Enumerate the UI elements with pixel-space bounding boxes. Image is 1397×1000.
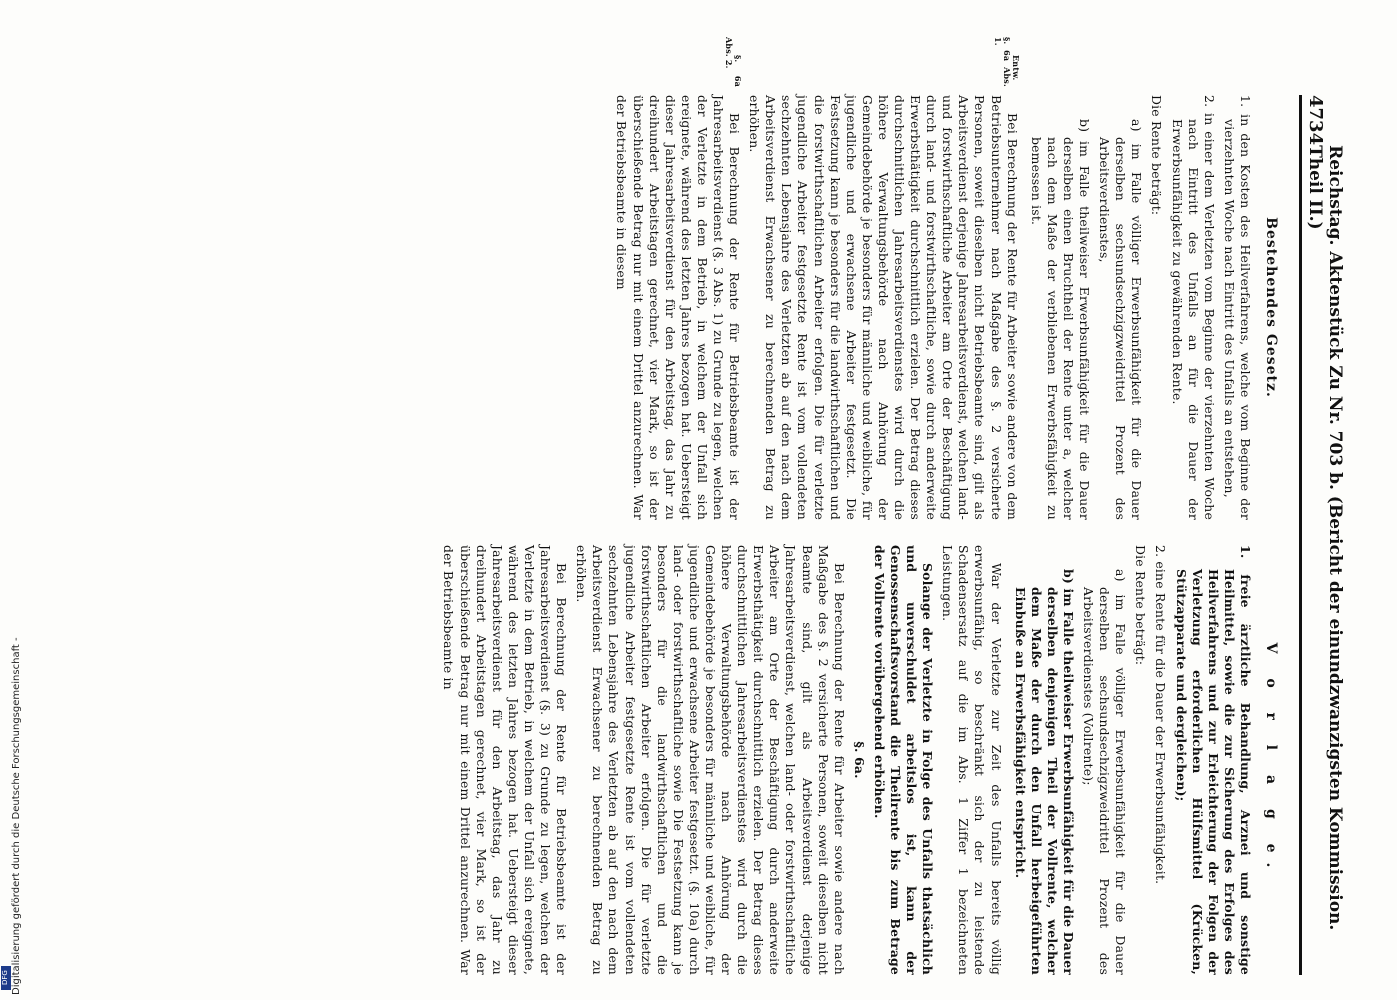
left-item-1: 1. in den Kosten des Heilverfahrens, welche vom Beginne der vierzehnten Woche nach Eintritt des Unfalls an entstehen, xyxy=(1221,95,1253,520)
right-sub-item-a: a) im Falle völliger Erwerbsunfähigkeit für die Dauer derselben sechsundsechzigzweidrittel Prozent des Arbeitsverdienstes (Vollrente); xyxy=(1081,569,1129,975)
right-column-heading: V o r l a g e. xyxy=(1263,642,1279,878)
page-number: 4734 xyxy=(1305,95,1326,146)
margin-note-2: §. 6a Abs. 2. xyxy=(724,37,744,87)
right-paragraph-a: War der Verletzte zur Zeit des Unfalls bereits völlig erwerbsunfähig, so beschränkt sich der zu leistende Schadensersatz auf die im Abs. 1 Ziffer 1 bezeichneten Leistungen. xyxy=(940,545,1004,975)
left-sub-item-b: b) im Falle theilweiser Erwerbsunfähigkeit für die Dauer derselben einen Bruchtheil der Rente unter a, welcher nach dem Maße der verbliebenen Erwerbsfähigkeit zu bemessen ist. xyxy=(1028,119,1093,520)
right-paragraph-1: Bei Berechnung der Rente für Arbeiter sowie andere nach Maßgabe des §. 2 versicherte Personen, soweit dieselben nicht Beamte sind, gilt als Arbeitsverdienst derjenige Jahresarbeitsverdienst, welchen land- oder forstwirthschaftliche Arbeiter am Orte der Beschäftigung durch anderweite Erwerbsthätigkeit durchschnittlich erzielen. Der Betrag dieses durchschnittlichen Jahresarbeitsverdienstes wird durch die höhere Verwaltungsbehörde nach Anhörung der Gemeindebehörde je besonders für männliche und weibliche, für jugendliche und erwachsene Arbeiter festgesetzt. (§. 10a) durch land- oder forstwirthschaftliche sowie Die Festsetzung kann je besonders für die landwirthschaftlichen und die forstwirthschaftlichen Arbeiter erfolgen. Die für verletzte jugendliche Arbeiter festgesetzte Rente ist vom vollendeten sechzehnten Lebensjahre des Verletzten ab auf den nach dem Arbeitsverdienst Erwachsener zu berechnenden Betrag zu erhöhen. xyxy=(574,545,847,975)
right-item-2: 2. eine Rente für die Dauer der Erwerbsunfähigkeit. xyxy=(1153,545,1169,885)
margin-note-1: Entw. §. 6a Abs. 1. xyxy=(992,37,1021,87)
credit-text: Digitalisierung gefördert durch die Deutsche Forschungsgemeinschaft - xyxy=(11,637,22,995)
left-paragraph-1 xyxy=(746,37,1021,520)
right-paragraph-b: Solange der Verletzte in Folge des Unfalls thatsächlich und unverschuldet arbeitslos ist, kann der Genossenschaftsvorstand die Theilrente bis zum Betrage der Vollrente vorübergehend erhöhen. xyxy=(871,545,936,975)
left-paragraph-2-text: Bei Berechnung der Rente für Betriebsbeamte ist der Jahresarbeitsverdienst (§. 3 Abs. 1) zu Grunde zu legen, welchen der Verletzte in dem Betrieb, in welchem der Unfall sich ereignete, während des letzten Jahres bezogen hat. Uebersteigt dieser Jahresarbeitsverdienst für den Arbeitstag, das Jahr zu dreihundert Arbeitstagen gerechnet, vier Mark, so ist der überschießende Betrag nur mit einem Drittel anzurechnen. War der Betriebsbeamte in diesem xyxy=(614,95,743,520)
section-heading: §. 6a. xyxy=(851,741,867,779)
right-item-1: 1. freie ärztliche Behandlung, Arznei und sonstige Heilmittel, sowie die zur Sicherung des Erfolges des Heilverfahrens und zur Erleichterung der Folgen der Verletzung erforderlichen Hülfsmittel (Krücken, Stützapparate und dergleichen); xyxy=(1173,545,1253,975)
left-item-2: 2. in einer dem Verletzten vom Beginne der vierzehnten Woche nach Eintritt des Unfalls an für die Dauer der Erwerbsunfähigkeit zu gewährenden Rente. xyxy=(1169,95,1217,520)
left-column-heading: Bestehendes Gesetz. xyxy=(1263,217,1279,398)
dfg-logo: DFG xyxy=(1,966,11,990)
right-rente-intro: Die Rente beträgt: xyxy=(1133,545,1149,666)
right-column xyxy=(436,545,1285,975)
page-header xyxy=(1299,95,1345,975)
page-title: Reichstag. Aktenstück Zu Nr. 703 b. (Bericht der einundzwanzigsten Kommission. Theil II.) xyxy=(1305,145,1345,931)
left-rente-intro: Die Rente beträgt: xyxy=(1149,95,1165,216)
rotated-page-content xyxy=(95,37,1345,975)
digitization-credit xyxy=(1,600,22,995)
left-column xyxy=(609,37,1285,520)
right-sub-item-b: b) im Falle theilweiser Erwerbsunfähigkeit für die Dauer derselben denjenigen Theil der Vollrente, welcher dem Maße der durch den Unfall herbeigeführten Einbuße an Erwerbsfähigkeit entspricht. xyxy=(1012,569,1076,975)
left-paragraph-1-text: Bei Berechnung der Rente für Arbeiter sowie andere von dem Betriebsunternehmer nach Maßgabe des §. 2 versicherte Personen, soweit dieselben nicht Betriebsbeamte sind, gilt als Arbeitsverdienst derjenige Jahresarbeitsverdienst, welchen land- und forstwirthschaftliche Arbeiter am Orte der Beschäftigung durch land- und forstwirthschaftliche, sowie durch anderweite Erwerbsthätigkeit durchschnittlich erzielen. Der Betrag dieses durchschnittlichen Jahresarbeitsverdienstes wird durch die höhere Verwaltungsbehörde nach Anhörung der Gemeindebehörde je besonders für männliche und weibliche, für jugendliche und erwachsene Arbeiter festgesetzt. Die Festsetzung kann je besonders für die landwirthschaftlichen und die forstwirthschaftlichen Arbeiter erfolgen. Die für verletzte jugendliche Arbeiter festgesetzte Rente ist vom vollendeten sechzehnten Lebensjahre des Verletzten ab auf den nach dem Arbeitsverdienst Erwachsener zu berechnenden Betrag zu erhöhen. xyxy=(747,95,1020,520)
right-paragraph-2: Bei Berechnung der Rente für Betriebsbeamte ist der Jahresarbeitsverdienst (§. 3) zu Grunde zu legen, welchen der Verletzte in dem Betrieb, in welchem der Unfall sich ereignete, während des letzten Jahres bezogen hat. Uebersteigt dieser Jahresarbeitsverdienst für den Arbeitstag, das Jahr zu dreihundert Arbeitstagen gerechnet, vier Mark, so ist der überschießende Betrag nur mit einem Drittel anzurechnen. War der Betriebsbeamte in xyxy=(441,545,570,975)
left-sub-item-a: a) im Falle völliger Erwerbsunfähigkeit für die Dauer derselben sechsundsechzigzweidrittel Prozent des Arbeitsverdienstes, xyxy=(1097,119,1145,520)
left-paragraph-2 xyxy=(613,37,744,520)
